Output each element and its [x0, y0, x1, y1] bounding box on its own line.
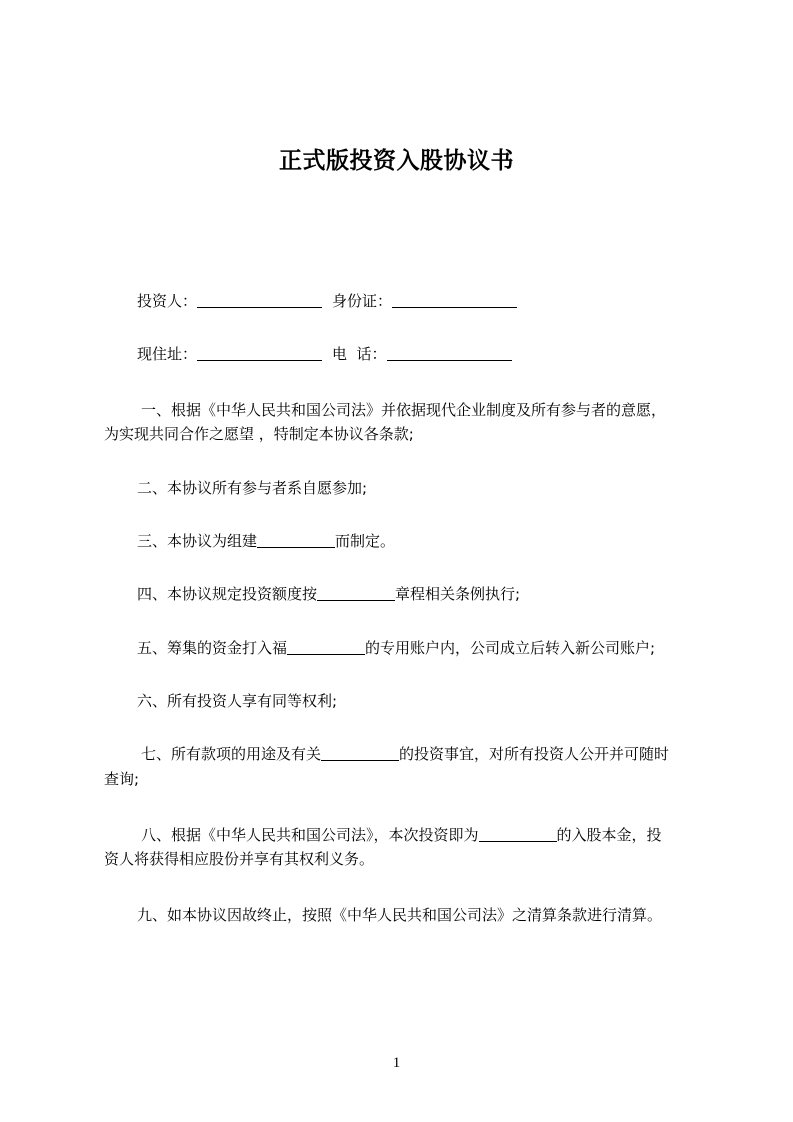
id-card-label: 身份证：	[332, 292, 393, 310]
clause-8-blank[interactable]	[479, 825, 557, 842]
clause-8-pre: 八、根据《中华人民共和国公司法》，本次投资即为	[141, 826, 479, 844]
clause-4	[137, 582, 737, 606]
clause-8-post: 的入股本金，投	[556, 826, 662, 844]
clause-5	[137, 636, 737, 660]
clause-8-line-2: 资人将获得相应股份并享有其权利义务。	[104, 850, 375, 868]
clause-7-line-2: 查询;	[104, 770, 140, 788]
clause-4-post: 章程相关条例执行;	[395, 585, 521, 603]
phone-blank[interactable]	[387, 344, 512, 361]
clause-1-line-2: 为实现共同合作之愿望 ，特制定本协议各条款;	[104, 425, 414, 443]
clause-9: 九、如本协议因故终止，按照《中华人民共和国公司法》之清算条款进行清算。	[137, 906, 663, 924]
investor-id-line	[137, 289, 737, 313]
phone-label: 电 话：	[332, 345, 387, 363]
clause-3-pre: 三、本协议为组建	[137, 532, 258, 550]
document-title: 正式版投资入股协议书	[279, 148, 514, 174]
clause-5-pre: 五、筹集的资金打入福	[137, 639, 288, 657]
clause-3-blank[interactable]	[257, 531, 335, 548]
clause-3-post: 而制定。	[335, 532, 396, 550]
clause-7-post: 的投资事宜，对所有投资人公开并可随时	[399, 745, 670, 763]
clause-4-pre: 四、本协议规定投资额度按	[137, 585, 318, 603]
clause-8-line-1	[104, 823, 704, 847]
clause-4-blank[interactable]	[317, 584, 395, 601]
address-blank[interactable]	[197, 344, 322, 361]
clause-7-blank[interactable]	[321, 744, 399, 761]
investor-blank[interactable]	[197, 291, 322, 308]
clause-7-pre: 七、所有款项的用途及有关	[141, 745, 322, 763]
clause-7-line-1	[104, 742, 704, 766]
clause-3	[137, 529, 737, 553]
clause-6: 六、所有投资人享有同等权利;	[137, 692, 338, 710]
clause-5-blank[interactable]	[287, 638, 365, 655]
clause-2: 二、本协议所有参与者系自愿参加;	[137, 479, 368, 497]
clause-1-line-1	[104, 398, 704, 422]
page-number: 1	[392, 1055, 401, 1071]
address-label: 现住址：	[137, 345, 198, 363]
investor-label: 投资人：	[137, 292, 198, 310]
clause-5-post: 的专用账户内，公司成立后转入新公司账户;	[365, 639, 656, 657]
id-card-blank[interactable]	[392, 291, 517, 308]
address-phone-line	[137, 342, 737, 366]
clause-1-text: 一、根据《中华人民共和国公司法》并依据现代企业制度及所有参与者的意愿，	[141, 401, 667, 419]
